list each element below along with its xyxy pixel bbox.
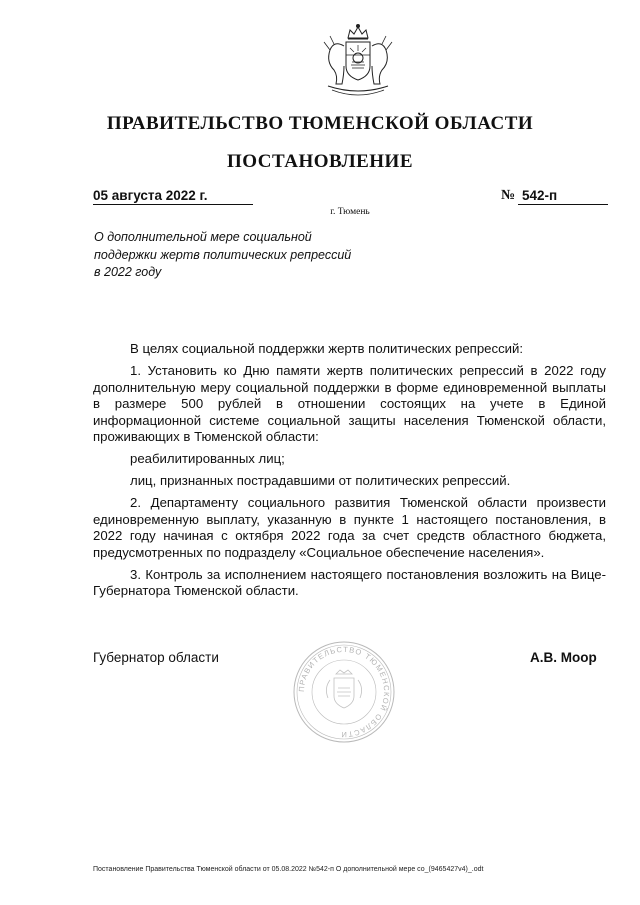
body-paragraph-3: 3. Контроль за исполнением настоящего постановления возложить на Вице-Губернатора Тюменской области. [93,566,606,598]
seal-text: ПРАВИТЕЛЬСТВО ТЮМЕНСКОЙ ОБЛАСТИ [296,644,392,740]
document-type-title: ПОСТАНОВЛЕНИЕ [226,151,414,172]
coat-of-arms-icon [316,22,400,102]
number-label: № [501,188,516,203]
document-number: 542-п [518,188,608,205]
official-seal-icon [292,640,396,744]
document-footer: Постановление Правительства Тюменской области от 05.08.2022 №542-п О дополнительной мере со_(9465427v4)_.odt [93,866,484,873]
signatory-title: Губернатор области [93,650,219,665]
body-list-item: реабилитированных лиц; [130,451,285,466]
body-paragraph-intro: В целях социальной поддержки жертв политических репрессий: [130,341,524,356]
document-subject: О дополнительной мере социальной поддержки жертв политических репрессий в 2022 году [94,230,352,279]
document-body [93,341,606,605]
document-date: 05 августа 2022 г. [93,188,253,205]
signatory-name: А.В. Моор [530,650,597,665]
body-paragraph-2: 2. Департаменту социального развития Тюменской области произвести единовременную выплату, указанную в пункте 1 настоящего постановления, в 2022 году начиная с октября 2022 года за счет средств областного бюджета, предусмотренных по подразделу «Социальное обеспечение населения». [93,495,606,560]
body-list-item: лиц, признанных пострадавшими от политических репрессий. [130,473,511,488]
body-paragraph-1: 1. Установить ко Дню памяти жертв политических репрессий в 2022 году дополнительную меру социальной поддержки в форме единовременной выплаты в размере 500 рублей в отношении состоящих на учете в Единой информационной системе социальной защиты населения Тюменской области, проживающих в Тюменской области: [93,363,606,444]
organization-title: ПРАВИТЕЛЬСТВО ТЮМЕНСКОЙ ОБЛАСТИ [106,113,534,134]
city-label: г. Тюмень [330,207,370,217]
